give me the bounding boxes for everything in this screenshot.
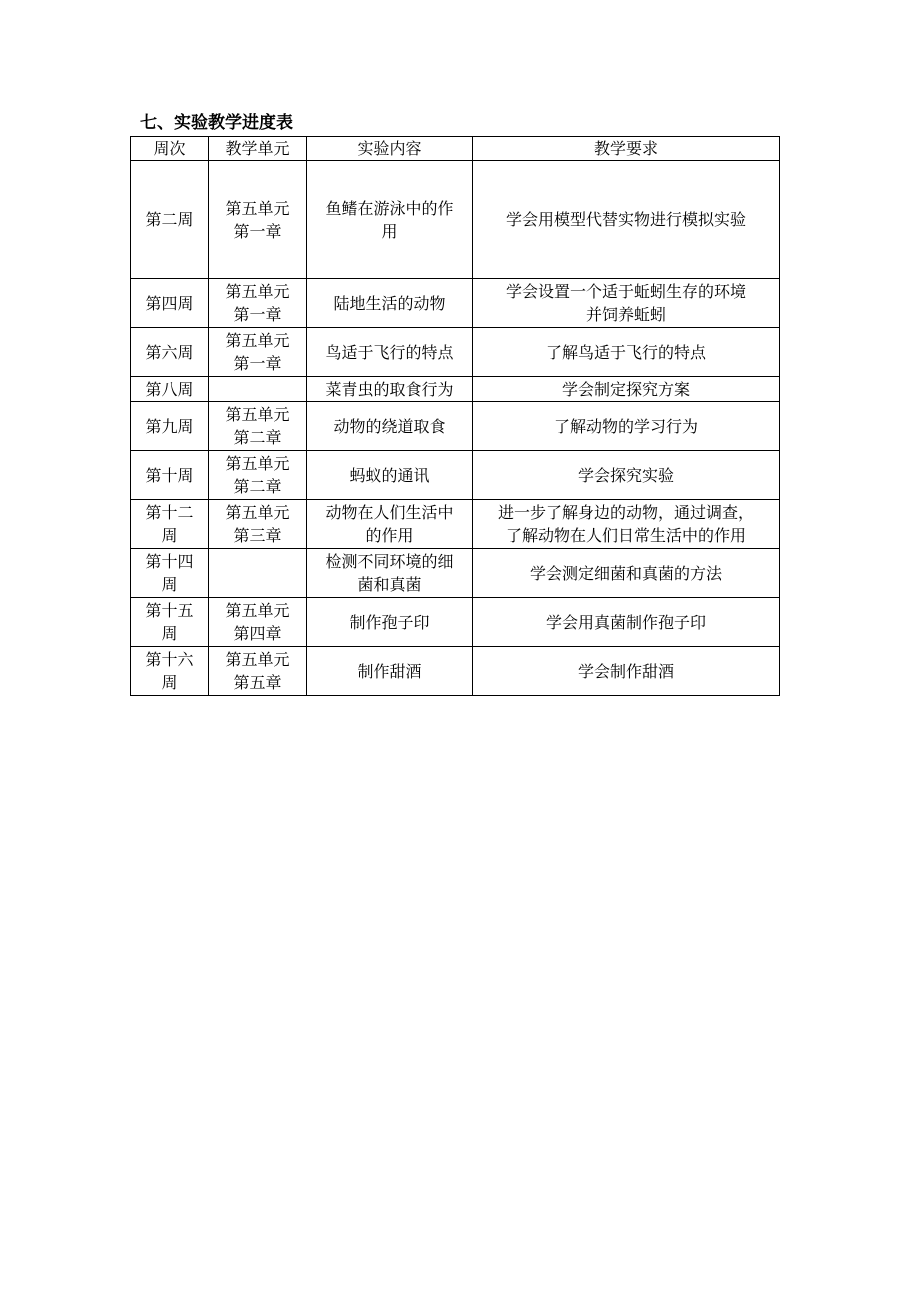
cell-requirement: 学会用真菌制作孢子印 — [473, 598, 780, 647]
cell-content: 制作孢子印 — [307, 598, 473, 647]
cell-unit: 第五单元 第二章 — [209, 451, 307, 500]
cell-week: 第十六 周 — [131, 647, 209, 696]
cell-content: 制作甜酒 — [307, 647, 473, 696]
cell-requirement: 学会探究实验 — [473, 451, 780, 500]
cell-requirement: 了解动物的学习行为 — [473, 402, 780, 451]
table-header-row — [131, 137, 780, 161]
table-row — [131, 451, 780, 500]
cell-unit: 第五单元 第三章 — [209, 500, 307, 549]
cell-unit: 第五单元 第一章 — [209, 279, 307, 328]
cell-unit — [209, 549, 307, 598]
table-row — [131, 500, 780, 549]
document-title: 七、实验教学进度表 — [140, 113, 293, 133]
cell-unit: 第五单元 第四章 — [209, 598, 307, 647]
cell-unit — [209, 377, 307, 402]
table-row — [131, 161, 780, 279]
cell-requirement: 学会设置一个适于蚯蚓生存的环境 并饲养蚯蚓 — [473, 279, 780, 328]
cell-week: 第十周 — [131, 451, 209, 500]
cell-content: 陆地生活的动物 — [307, 279, 473, 328]
table-row — [131, 377, 780, 402]
cell-requirement: 学会测定细菌和真菌的方法 — [473, 549, 780, 598]
cell-week: 第十四 周 — [131, 549, 209, 598]
cell-week: 第四周 — [131, 279, 209, 328]
cell-requirement: 学会制定探究方案 — [473, 377, 780, 402]
table-row — [131, 279, 780, 328]
cell-content: 检测不同环境的细 菌和真菌 — [307, 549, 473, 598]
cell-unit: 第五单元 第二章 — [209, 402, 307, 451]
table-row — [131, 549, 780, 598]
cell-unit: 第五单元 第一章 — [209, 161, 307, 279]
cell-unit: 第五单元 第五章 — [209, 647, 307, 696]
cell-content: 鸟适于飞行的特点 — [307, 328, 473, 377]
header-week: 周次 — [131, 137, 209, 161]
cell-requirement: 学会制作甜酒 — [473, 647, 780, 696]
cell-week: 第十五 周 — [131, 598, 209, 647]
cell-content: 蚂蚁的通讯 — [307, 451, 473, 500]
cell-week: 第八周 — [131, 377, 209, 402]
cell-week: 第十二 周 — [131, 500, 209, 549]
table-row — [131, 328, 780, 377]
cell-unit: 第五单元 第一章 — [209, 328, 307, 377]
cell-content: 动物在人们生活中 的作用 — [307, 500, 473, 549]
cell-week: 第二周 — [131, 161, 209, 279]
cell-content: 鱼鳍在游泳中的作 用 — [307, 161, 473, 279]
cell-content: 菜青虫的取食行为 — [307, 377, 473, 402]
table-row — [131, 598, 780, 647]
header-unit: 教学单元 — [209, 137, 307, 161]
header-content: 实验内容 — [307, 137, 473, 161]
cell-week: 第九周 — [131, 402, 209, 451]
cell-requirement: 了解鸟适于飞行的特点 — [473, 328, 780, 377]
cell-requirement: 学会用模型代替实物进行模拟实验 — [473, 161, 780, 279]
table-row — [131, 647, 780, 696]
cell-week: 第六周 — [131, 328, 209, 377]
table-row — [131, 402, 780, 451]
cell-requirement: 进一步了解身边的动物，通过调查， 了解动物在人们日常生活中的作用 — [473, 500, 780, 549]
experiment-schedule-table — [130, 136, 780, 696]
header-requirement: 教学要求 — [473, 137, 780, 161]
cell-content: 动物的绕道取食 — [307, 402, 473, 451]
